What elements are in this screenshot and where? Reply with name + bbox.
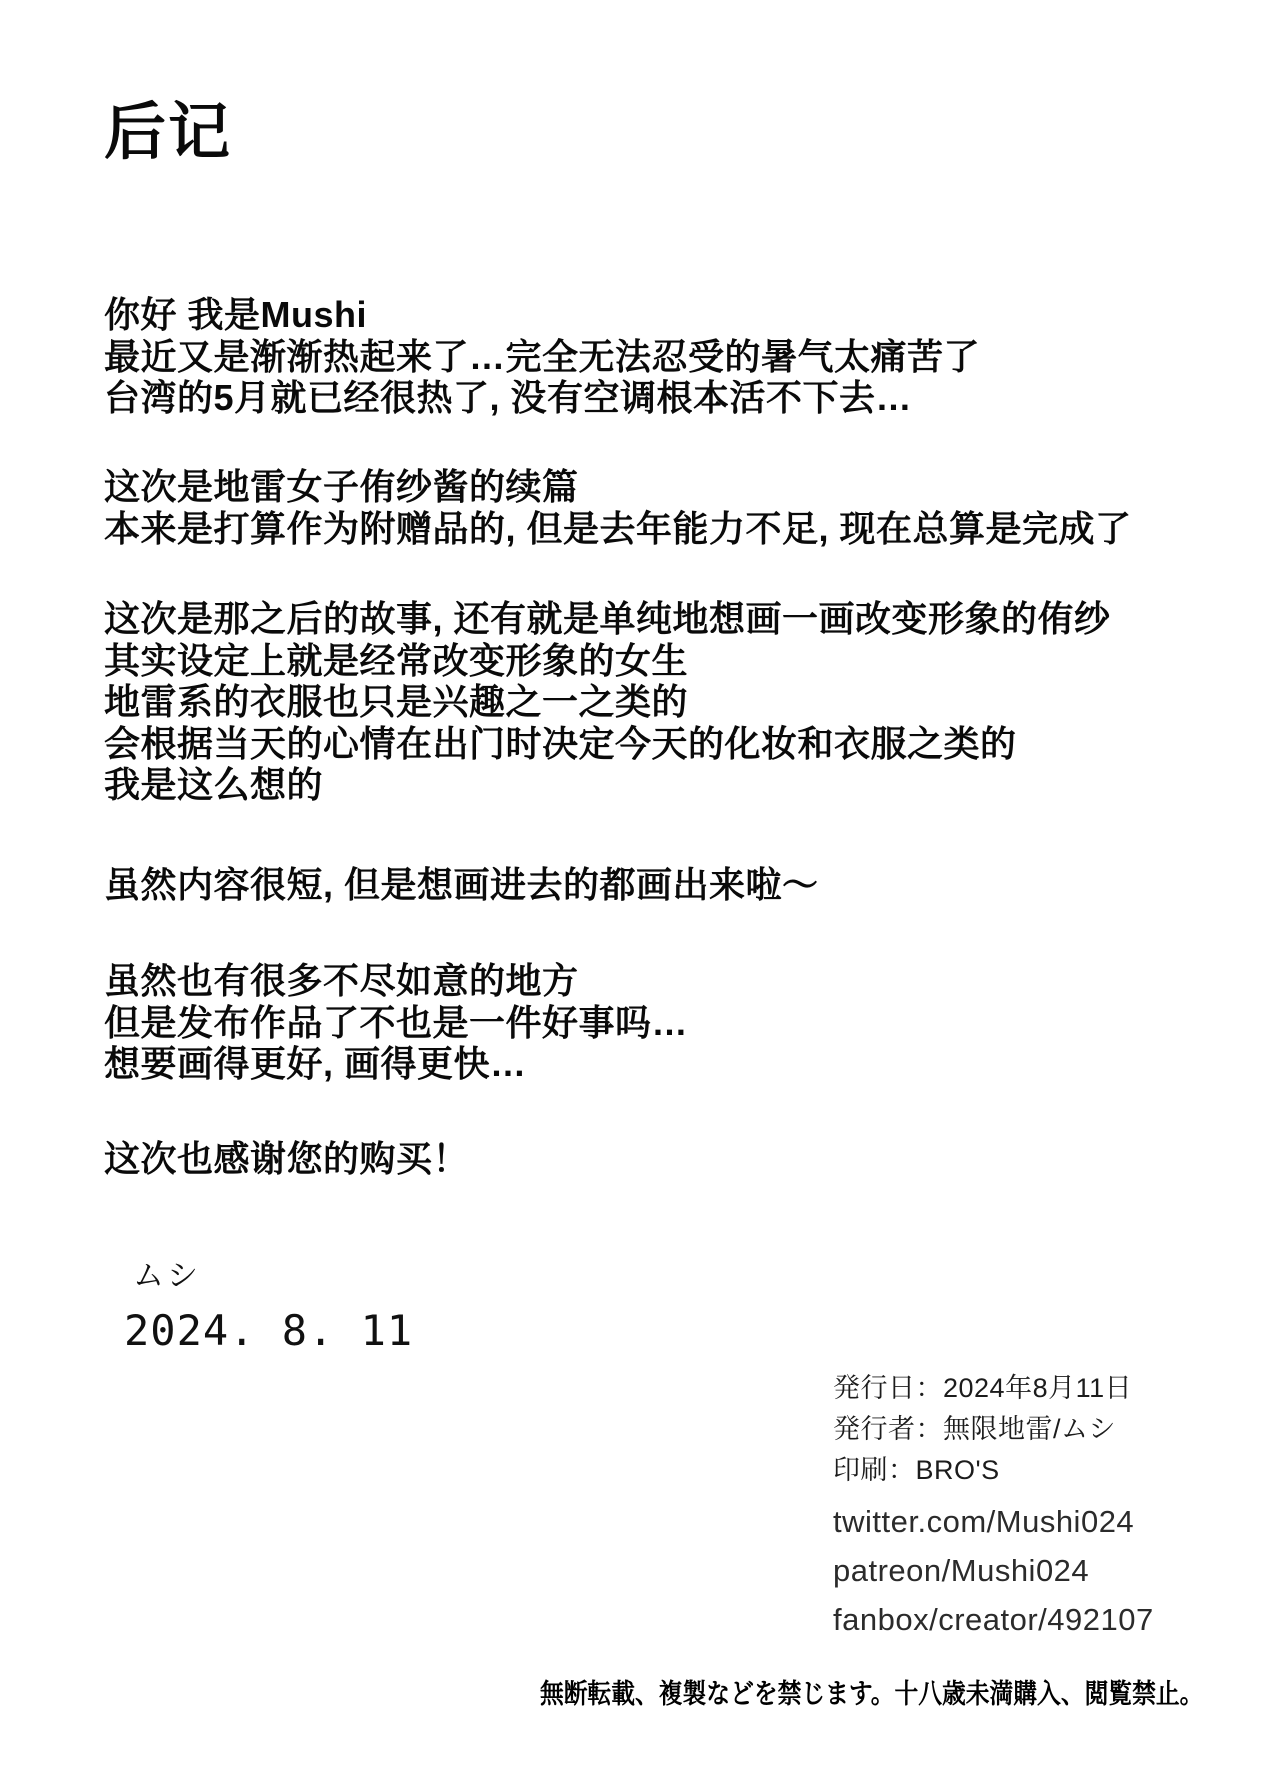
body-paragraph-story	[104, 598, 1164, 806]
colophon-link-twitter: twitter.com/Mushi024	[833, 1504, 1135, 1539]
body-line: 其实设定上就是经常改变形象的女生	[104, 639, 689, 681]
body-line: 虽然也有很多不尽如意的地方	[104, 960, 579, 1001]
body-line: 台湾的5月就已经很热了, 没有空调根本活不下去…	[104, 377, 913, 418]
body-line: 这次也感谢您的购买！	[104, 1138, 470, 1179]
colophon	[833, 1368, 1253, 1644]
body-line: 会根据当天的心情在出门时决定今天的化妆和衣服之类的	[104, 722, 1017, 764]
body-line: 最近又是渐渐热起来了…完全无法忍受的暑气太痛苦了	[104, 335, 981, 377]
signature-date: 2024. 8. 11	[124, 1306, 414, 1355]
body-paragraph-sequel	[104, 466, 1164, 549]
body-line: 你好 我是Mushi	[104, 294, 367, 335]
body-paragraph-reflection	[104, 960, 1164, 1085]
body-line: 虽然内容很短, 但是想画进去的都画出来啦～	[104, 864, 819, 905]
body-line: 这次是地雷女子侑纱酱的续篇	[104, 466, 579, 507]
colophon-link-fanbox: fanbox/creator/492107	[833, 1602, 1154, 1637]
body-paragraph-greeting	[104, 294, 1164, 419]
colophon-publish-date: 発行日：2024年8月11日	[833, 1373, 1133, 1403]
signature-author-name: ムシ	[133, 1258, 201, 1293]
body-paragraph-thanks	[104, 1138, 1164, 1180]
page-title: 后记	[104, 98, 233, 167]
body-line: 本来是打算作为附赠品的, 但是去年能力不足, 现在总算是完成了	[104, 507, 1132, 549]
body-line: 想要画得更好, 画得更快…	[104, 1043, 527, 1084]
body-paragraph-short	[104, 864, 1164, 906]
colophon-publisher: 発行者：無限地雷/ムシ	[833, 1414, 1117, 1444]
copyright-disclaimer: 無断転載、複製などを禁じます。十八歳未満購入、閲覧禁止。	[540, 1679, 1204, 1709]
body-line: 地雷系的衣服也只是兴趣之一之类的	[104, 681, 689, 722]
body-line: 这次是那之后的故事, 还有就是单纯地想画一画改变形象的侑纱	[104, 598, 1111, 639]
colophon-printer: 印刷：BRO'S	[833, 1455, 1000, 1485]
body-line: 我是这么想的	[104, 764, 324, 805]
colophon-link-patreon: patreon/Mushi024	[833, 1553, 1090, 1588]
body-line: 但是发布作品了不也是一件好事吗…	[104, 1001, 689, 1043]
